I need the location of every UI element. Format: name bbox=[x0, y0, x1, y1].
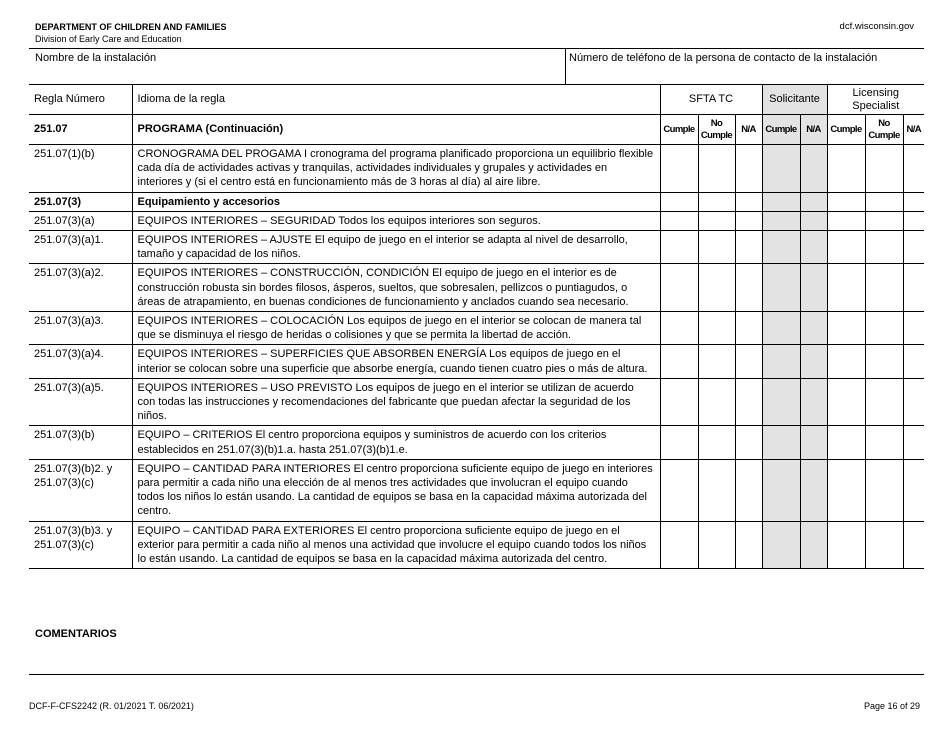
licensing-cumple-cell[interactable] bbox=[827, 264, 865, 312]
licensing-header: Licensing Specialist bbox=[827, 85, 924, 115]
rule-text: EQUIPOS INTERIORES – CONSTRUCCIÓN, CONDICIÓN El equipo de juego en el interior es de construcción robusta sin bordes filosos, ásperos, sueltos, que sobresalen, pellizcos o puntiagudos, o áreas de atrapamiento, en buenas condiciones de funcionamiento y anclados cuando sea necesario. bbox=[132, 264, 660, 312]
sfta-na-cell[interactable] bbox=[735, 345, 762, 378]
licensing-na-cell[interactable] bbox=[903, 426, 924, 459]
rule-number: 251.07(3)(a)5. bbox=[29, 378, 132, 426]
sfta-no-cumple-cell[interactable] bbox=[698, 264, 735, 312]
licensing-no-cumple-cell[interactable] bbox=[865, 145, 903, 193]
licensing-no-cumple-cell[interactable] bbox=[865, 312, 903, 345]
applicant-cumple-header: Cumple bbox=[762, 115, 800, 145]
licensing-cumple-cell[interactable] bbox=[827, 521, 865, 569]
section-title: PROGRAMA (Continuación) bbox=[132, 115, 660, 145]
applicant-na-cell[interactable] bbox=[800, 231, 827, 264]
licensing-no-cumple-header: No Cumple bbox=[865, 115, 903, 145]
licensing-no-cumple-cell[interactable] bbox=[865, 345, 903, 378]
applicant-cumple-cell[interactable] bbox=[762, 231, 800, 264]
rule-number: 251.07(3)(b)3. y 251.07(3)(c) bbox=[29, 521, 132, 569]
sfta-header: SFTA TC bbox=[660, 85, 762, 115]
licensing-na-cell[interactable] bbox=[903, 378, 924, 426]
applicant-cumple-cell[interactable] bbox=[762, 459, 800, 521]
licensing-cumple-cell[interactable] bbox=[827, 378, 865, 426]
rule-number-header: Regla Número bbox=[29, 85, 132, 115]
sfta-no-cumple-cell[interactable] bbox=[698, 312, 735, 345]
applicant-header: Solicitante bbox=[762, 85, 827, 115]
applicant-na-cell[interactable] bbox=[800, 312, 827, 345]
applicant-na-cell[interactable] bbox=[800, 426, 827, 459]
rule-text: EQUIPOS INTERIORES – COLOCACIÓN Los equipos de juego en el interior se colocan de manera tal que se disminuya el riesgo de heridas o colisiones y que se permita la libertad de acción. bbox=[132, 312, 660, 345]
facility-name-label: Nombre de la instalación bbox=[35, 52, 157, 64]
comments-field[interactable] bbox=[29, 625, 924, 675]
rule-language-header: Idioma de la regla bbox=[132, 85, 660, 115]
rule-number: 251.07(3)(a) bbox=[29, 211, 132, 230]
sfta-no-cumple-cell[interactable] bbox=[698, 145, 735, 193]
sfta-na-cell[interactable] bbox=[735, 312, 762, 345]
department-name: DEPARTMENT OF CHILDREN AND FAMILIES bbox=[35, 22, 227, 32]
sfta-cumple-cell[interactable] bbox=[660, 426, 698, 459]
sfta-cumple-cell[interactable] bbox=[660, 378, 698, 426]
table-header-row bbox=[29, 85, 924, 115]
sfta-na-cell[interactable] bbox=[735, 211, 762, 230]
rule-text: EQUIPO – CANTIDAD PARA EXTERIORES El centro proporciona suficiente equipo de juego en el exterior para permitir a cada niño al menos una actividad que involucre el equipo cuando todos los niños lo están usando. La cantidad de equipos se basa en la capacidad máxima autorizada del centro. bbox=[132, 521, 660, 569]
sfta-cumple-cell[interactable] bbox=[660, 312, 698, 345]
sfta-cumple-cell[interactable] bbox=[660, 211, 698, 230]
licensing-na-header: N/A bbox=[903, 115, 924, 145]
licensing-no-cumple-cell[interactable] bbox=[865, 378, 903, 426]
applicant-na-cell[interactable] bbox=[800, 211, 827, 230]
licensing-na-cell[interactable] bbox=[903, 312, 924, 345]
rule-text: EQUIPOS INTERIORES – SUPERFICIES QUE ABSORBEN ENERGÍA Los equipos de juego en el interior se colocan sobre una superficie que absorbe energía, cuando tienen cuatro pies o más de altura. bbox=[132, 345, 660, 378]
sfta-na-cell[interactable] bbox=[735, 231, 762, 264]
section-number: 251.07 bbox=[29, 115, 132, 145]
rule-text: EQUIPOS INTERIORES – AJUSTE El equipo de juego en el interior se adapta al nivel de desarrollo, tamaño y capacidad de los niños. bbox=[132, 231, 660, 264]
licensing-cumple-cell[interactable] bbox=[827, 211, 865, 230]
table-row bbox=[29, 459, 924, 521]
applicant-cumple-cell[interactable] bbox=[762, 211, 800, 230]
licensing-cumple-cell[interactable] bbox=[827, 145, 865, 193]
applicant-cumple-cell[interactable] bbox=[762, 264, 800, 312]
licensing-cumple-cell[interactable] bbox=[827, 231, 865, 264]
rule-number: 251.07(3)(a)1. bbox=[29, 231, 132, 264]
applicant-na-header: N/A bbox=[800, 115, 827, 145]
table-row bbox=[29, 231, 924, 264]
sfta-na-header: N/A bbox=[735, 115, 762, 145]
sfta-na-cell[interactable] bbox=[735, 521, 762, 569]
licensing-cumple-cell[interactable] bbox=[827, 312, 865, 345]
rule-number: 251.07(3)(a)3. bbox=[29, 312, 132, 345]
table-row bbox=[29, 426, 924, 459]
rule-text: EQUIPOS INTERIORES – SEGURIDAD Todos los equipos interiores son seguros. bbox=[132, 211, 660, 230]
website-link[interactable]: dcf.wisconsin.gov bbox=[839, 21, 914, 32]
sfta-cumple-cell[interactable] bbox=[660, 264, 698, 312]
sfta-no-cumple-header: No Cumple bbox=[698, 115, 735, 145]
sfta-no-cumple-cell[interactable] bbox=[698, 345, 735, 378]
rule-text: EQUIPO – CRITERIOS El centro proporciona equipos y suministros de acuerdo con los criterios establecidos en 251.07(3)(b)1.a. hasta 251.07(3)(b)1.e. bbox=[132, 426, 660, 459]
table-row bbox=[29, 211, 924, 230]
table-row bbox=[29, 312, 924, 345]
form-id: DCF-F-CFS2242 (R. 01/2021 T. 06/2021) bbox=[29, 701, 194, 711]
header-block bbox=[35, 21, 227, 45]
comments-label: COMENTARIOS bbox=[35, 628, 117, 640]
applicant-cumple-cell[interactable] bbox=[762, 145, 800, 193]
table-row bbox=[29, 264, 924, 312]
licensing-na-cell[interactable] bbox=[903, 345, 924, 378]
licensing-na-cell[interactable] bbox=[903, 231, 924, 264]
licensing-no-cumple-cell[interactable] bbox=[865, 211, 903, 230]
division-name: Division of Early Care and Education bbox=[35, 34, 182, 44]
page-number: Page 16 of 29 bbox=[863, 701, 920, 711]
sfta-no-cumple-cell[interactable] bbox=[698, 459, 735, 521]
applicant-cumple-cell[interactable] bbox=[762, 345, 800, 378]
licensing-no-cumple-cell[interactable] bbox=[865, 426, 903, 459]
licensing-no-cumple-cell[interactable] bbox=[865, 521, 903, 569]
licensing-na-cell[interactable] bbox=[903, 211, 924, 230]
table-row bbox=[29, 378, 924, 426]
applicant-na-cell[interactable] bbox=[800, 521, 827, 569]
licensing-cumple-cell[interactable] bbox=[827, 345, 865, 378]
section-row bbox=[29, 115, 924, 145]
sfta-cumple-cell[interactable] bbox=[660, 459, 698, 521]
sfta-no-cumple-cell[interactable] bbox=[698, 378, 735, 426]
applicant-na-cell[interactable] bbox=[800, 378, 827, 426]
sfta-no-cumple-cell[interactable] bbox=[698, 521, 735, 569]
rules-table bbox=[29, 84, 924, 569]
licensing-na-cell[interactable] bbox=[903, 264, 924, 312]
sfta-cumple-cell[interactable] bbox=[660, 231, 698, 264]
sfta-no-cumple-cell[interactable] bbox=[698, 426, 735, 459]
licensing-no-cumple-cell[interactable] bbox=[865, 231, 903, 264]
licensing-cumple-header: Cumple bbox=[827, 115, 865, 145]
sfta-na-cell[interactable] bbox=[735, 264, 762, 312]
sfta-no-cumple-cell[interactable] bbox=[698, 211, 735, 230]
facility-name-field[interactable] bbox=[29, 49, 566, 84]
subsection-row bbox=[29, 192, 924, 211]
table-row bbox=[29, 521, 924, 569]
rule-number: 251.07(3)(b)2. y 251.07(3)(c) bbox=[29, 459, 132, 521]
licensing-no-cumple-cell[interactable] bbox=[865, 264, 903, 312]
applicant-na-cell[interactable] bbox=[800, 264, 827, 312]
rule-number: 251.07(1)(b) bbox=[29, 145, 132, 193]
rule-text: CRONOGRAMA DEL PROGAMA I cronograma del programa planificado proporciona un equilibrio flexible cada día de actividades activas y tranquilas, actividades individuales y grupales y actividades en interiores y (si el centro está en funcionamiento más de 3 horas al día) al aire libre. bbox=[132, 145, 660, 193]
sfta-cumple-header: Cumple bbox=[660, 115, 698, 145]
rule-number: 251.07(3)(b) bbox=[29, 426, 132, 459]
applicant-na-cell[interactable] bbox=[800, 459, 827, 521]
rule-text: EQUIPOS INTERIORES – USO PREVISTO Los equipos de juego en el interior se utilizan de acuerdo con todas las instrucciones y recomendaciones del fabricante que puedan afectar la seguridad de los niños. bbox=[132, 378, 660, 426]
licensing-cumple-cell[interactable] bbox=[827, 459, 865, 521]
sfta-cumple-cell[interactable] bbox=[660, 145, 698, 193]
licensing-na-cell[interactable] bbox=[903, 459, 924, 521]
facility-phone-label: Número de teléfono de la persona de contacto de la instalación bbox=[569, 52, 878, 64]
sfta-cumple-cell[interactable] bbox=[660, 521, 698, 569]
applicant-cumple-cell[interactable] bbox=[762, 312, 800, 345]
sfta-na-cell[interactable] bbox=[735, 145, 762, 193]
applicant-cumple-cell[interactable] bbox=[762, 521, 800, 569]
subsection-title: Equipamiento y accesorios bbox=[132, 192, 660, 211]
sfta-na-cell[interactable] bbox=[735, 459, 762, 521]
table-row bbox=[29, 345, 924, 378]
sfta-no-cumple-cell[interactable] bbox=[698, 231, 735, 264]
applicant-na-cell[interactable] bbox=[800, 145, 827, 193]
subsection-number: 251.07(3) bbox=[29, 192, 132, 211]
applicant-cumple-cell[interactable] bbox=[762, 426, 800, 459]
licensing-na-cell[interactable] bbox=[903, 145, 924, 193]
applicant-na-cell[interactable] bbox=[800, 345, 827, 378]
rule-number: 251.07(3)(a)2. bbox=[29, 264, 132, 312]
rule-number: 251.07(3)(a)4. bbox=[29, 345, 132, 378]
licensing-na-cell[interactable] bbox=[903, 521, 924, 569]
sfta-na-cell[interactable] bbox=[735, 426, 762, 459]
facility-info bbox=[29, 48, 924, 85]
table-row bbox=[29, 145, 924, 193]
licensing-cumple-cell[interactable] bbox=[827, 426, 865, 459]
rule-text: EQUIPO – CANTIDAD PARA INTERIORES El centro proporciona suficiente equipo de juego en interiores para permitir a cada niño una elección de al menos tres actividades que involucran el equipo cuando todos los niños lo están usando. La cantidad de equipos se basa en la capacidad máxima autorizada del centro. bbox=[132, 459, 660, 521]
sfta-cumple-cell[interactable] bbox=[660, 345, 698, 378]
applicant-cumple-cell[interactable] bbox=[762, 378, 800, 426]
sfta-na-cell[interactable] bbox=[735, 378, 762, 426]
licensing-no-cumple-cell[interactable] bbox=[865, 459, 903, 521]
